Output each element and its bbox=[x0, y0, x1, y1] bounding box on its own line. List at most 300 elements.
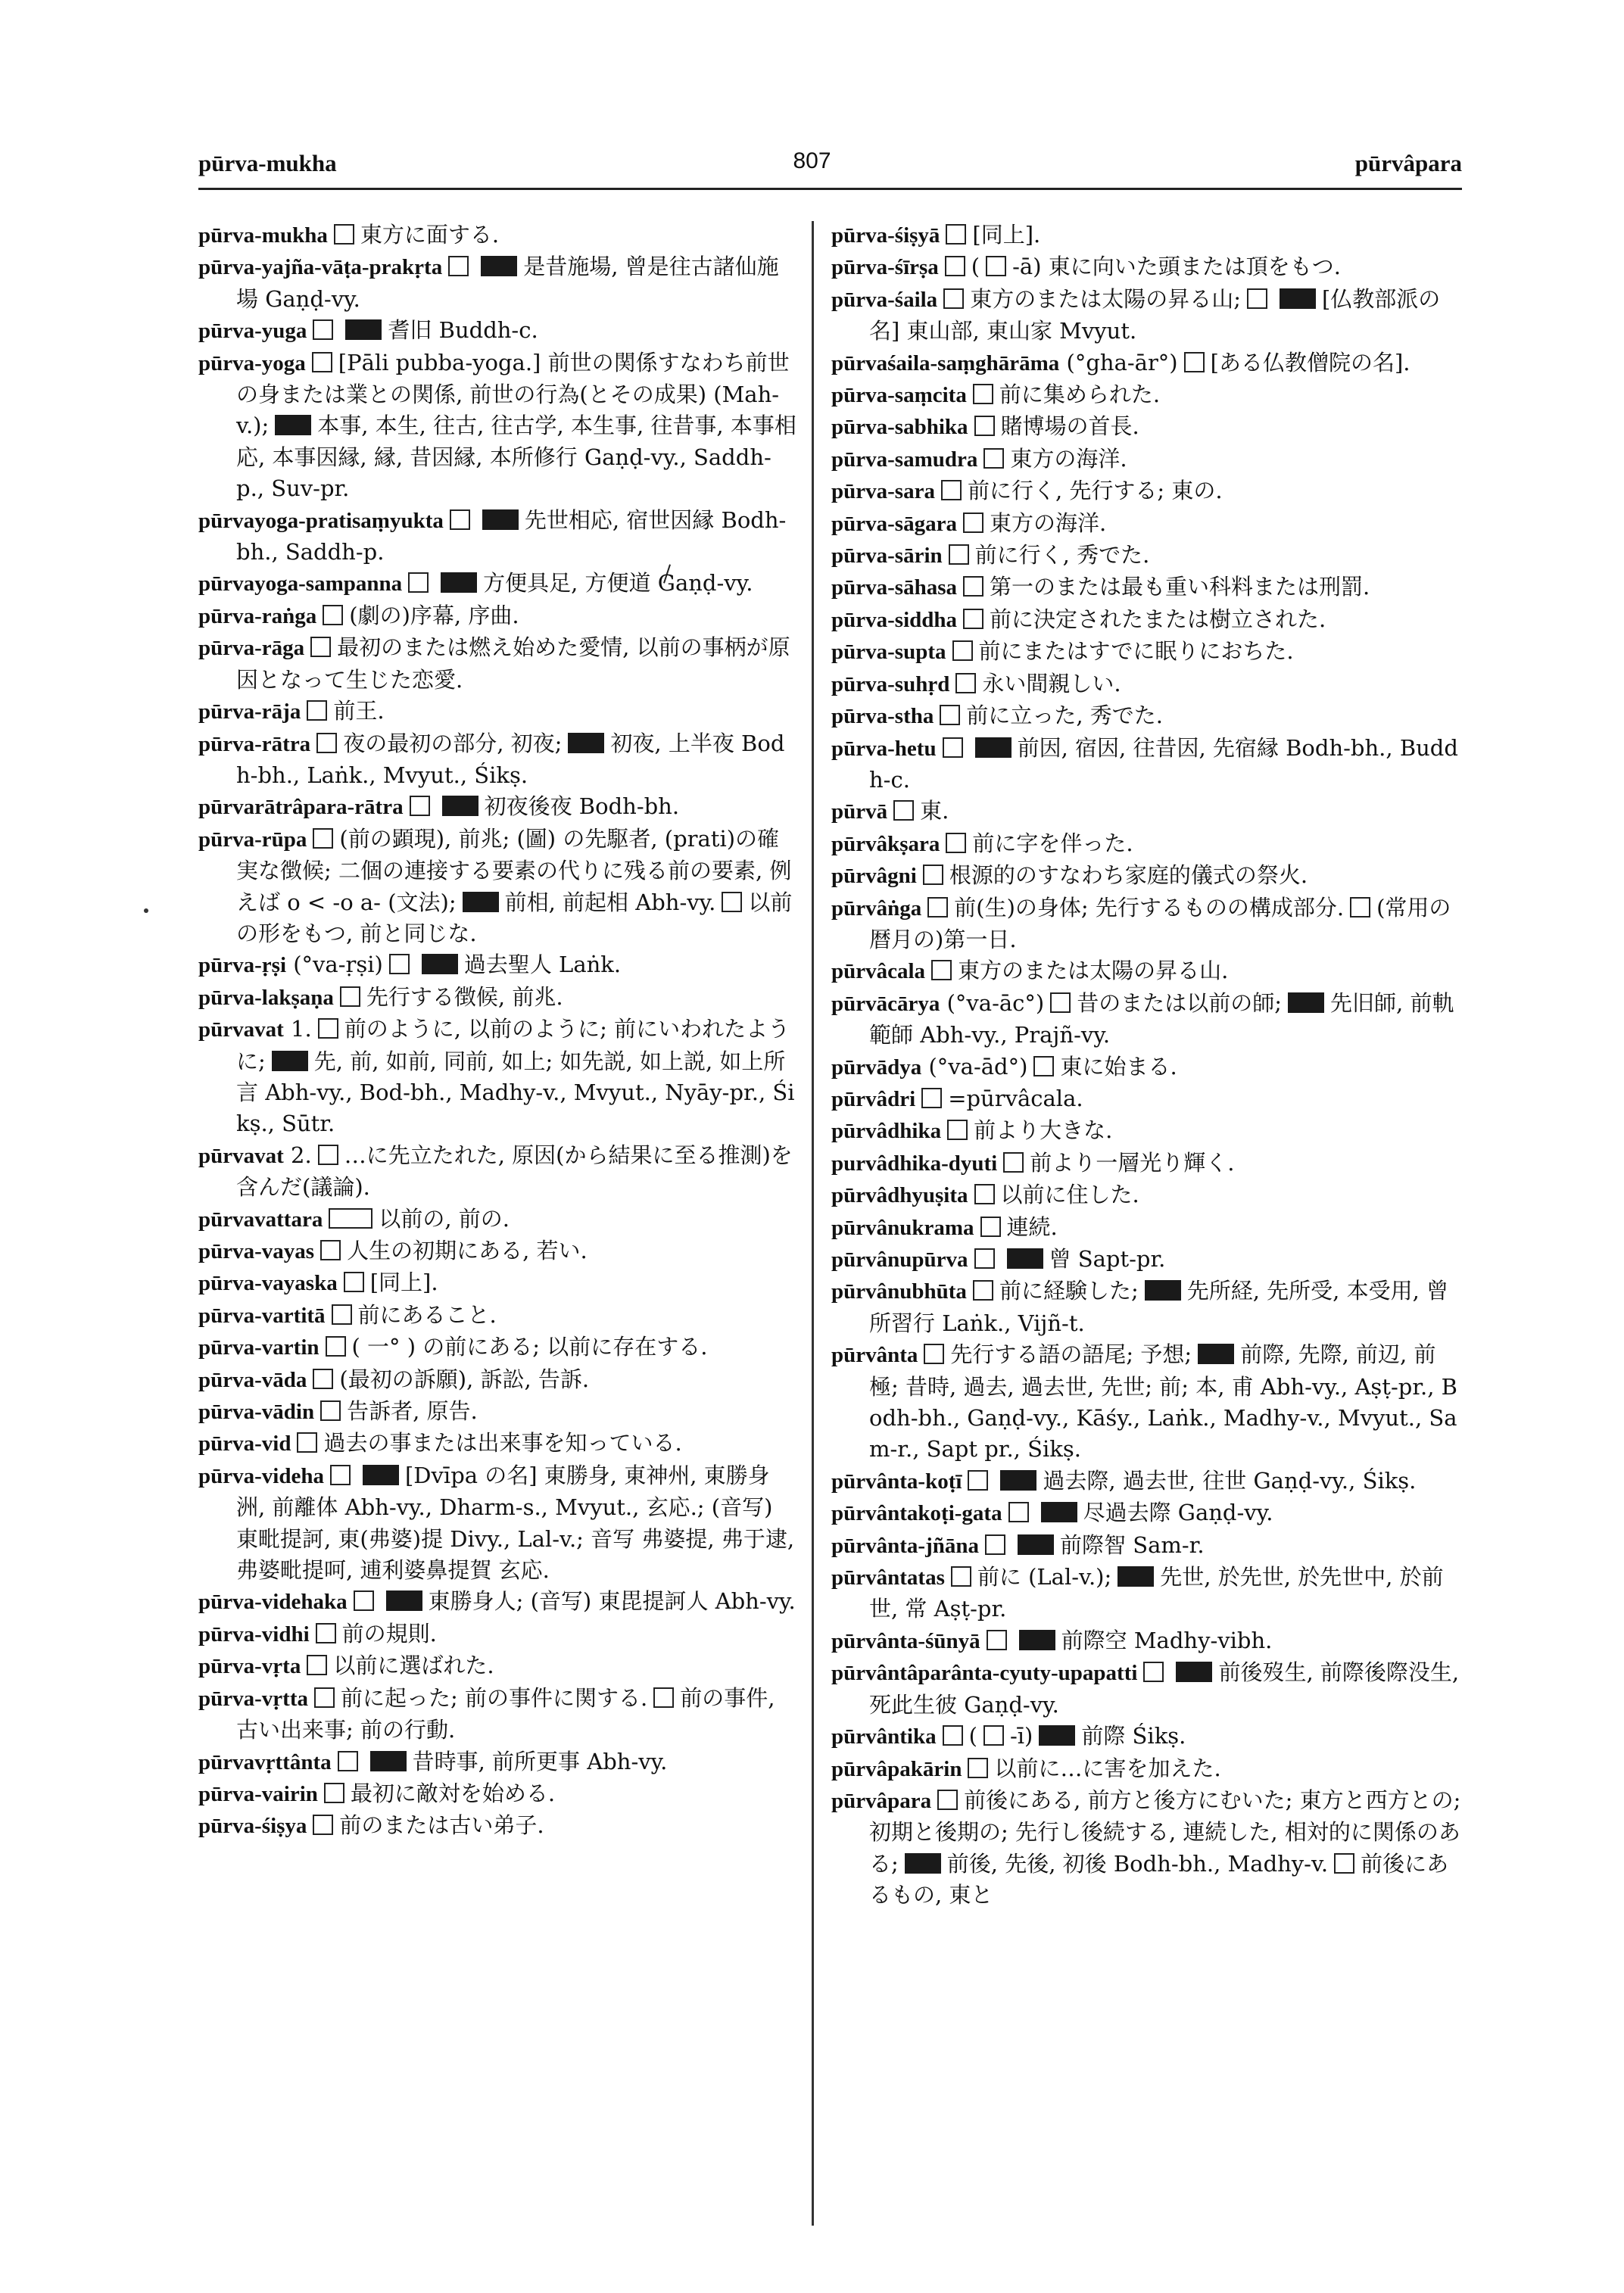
dictionary-entry bbox=[831, 508, 1462, 540]
left-column bbox=[198, 220, 796, 1843]
masculine-mark-icon bbox=[921, 1088, 942, 1108]
headword: pūrvâdri bbox=[831, 1086, 916, 1111]
kanyaku-mark-icon bbox=[1145, 1280, 1181, 1301]
definition-kanyaku: 前相, 前起相 Abh-vy. bbox=[504, 889, 716, 915]
neuter-mark-icon bbox=[927, 897, 948, 918]
definition: (劇の)序幕, 序曲. bbox=[349, 602, 519, 628]
feminine-mark-icon bbox=[968, 1470, 988, 1491]
headword: pūrva-hetu bbox=[831, 736, 937, 761]
kanyaku-mark-icon bbox=[1041, 1502, 1077, 1522]
running-head-right: pūrvâpara bbox=[1354, 150, 1462, 176]
dictionary-entry bbox=[831, 1753, 1462, 1785]
dictionary-entry bbox=[831, 284, 1462, 347]
headword: pūrvâcala bbox=[831, 959, 926, 984]
adjective-mark-icon bbox=[963, 609, 983, 629]
adjective-mark-icon bbox=[320, 1240, 341, 1260]
headword: pūrva-rāga bbox=[198, 636, 305, 661]
masculine-mark-icon bbox=[313, 319, 333, 340]
kanyaku-mark-icon bbox=[1039, 1725, 1075, 1746]
headword: pūrvântakoṭi-gata bbox=[831, 1501, 1002, 1526]
masculine-mark-icon bbox=[307, 700, 327, 721]
kanyaku-mark-icon bbox=[482, 509, 519, 530]
adjective-mark-icon bbox=[1008, 1502, 1029, 1522]
headword: pūrvayoga-sampanna bbox=[198, 572, 403, 597]
masculine-mark-icon bbox=[943, 288, 964, 309]
headword: pūrva-yuga bbox=[198, 319, 307, 344]
masculine-mark-icon bbox=[963, 512, 983, 533]
definition-kanyaku: [仏教部派の名] 東山部, 東山家 Mvyut. bbox=[869, 285, 1441, 344]
dictionary-entry bbox=[831, 220, 1462, 251]
headword: pūrvânubhūta bbox=[831, 1279, 967, 1304]
dictionary-entry bbox=[831, 1051, 1462, 1083]
dictionary-entry bbox=[198, 1364, 796, 1396]
headword: pūrvādya bbox=[831, 1055, 922, 1080]
comparative-mark-icon bbox=[329, 1208, 372, 1229]
headword: pūrva-samudra bbox=[831, 447, 978, 472]
stray-dot bbox=[144, 908, 148, 913]
adjective-mark-icon bbox=[945, 256, 965, 276]
adjective-mark-icon bbox=[943, 1725, 963, 1746]
definition-kanyaku: 先所経, 先所受, 本受用, 曾所習行 Laṅk., Vijñ-t. bbox=[869, 1278, 1449, 1336]
definition-kanyaku: 先旧師, 前軌範師 Abh-vy., Prajñ-vy. bbox=[869, 989, 1454, 1048]
dictionary-entry bbox=[831, 988, 1462, 1051]
definition: =pūrvâcala. bbox=[948, 1085, 1083, 1111]
adjective-mark-icon bbox=[297, 1432, 317, 1453]
definition: 先世相応, 宿世因縁 Bodh-bh., Saddh-p. bbox=[236, 506, 787, 565]
adjective-mark-icon bbox=[448, 256, 469, 276]
masculine-mark-icon bbox=[924, 1344, 944, 1364]
adverb-mark-icon bbox=[318, 1018, 338, 1039]
definition: 前際 Śikṣ. bbox=[1081, 1723, 1186, 1749]
headword: pūrva-yajña-vāṭa-prakṛta bbox=[198, 255, 443, 280]
transcription-label: 音写 bbox=[591, 1525, 635, 1552]
definition: 前より大きな. bbox=[974, 1117, 1113, 1144]
headword: pūrva-vairin bbox=[198, 1781, 318, 1806]
dictionary-entry bbox=[198, 824, 796, 950]
kanyaku-mark-icon bbox=[1280, 288, 1316, 309]
dictionary-entry bbox=[831, 1179, 1462, 1211]
definition: 東勝身人; (音写) 東毘提訶人 Abh-vy. bbox=[428, 1588, 796, 1615]
sense-number: 1. bbox=[291, 1016, 312, 1042]
dictionary-entry bbox=[831, 1466, 1462, 1497]
adjective-mark-icon bbox=[318, 1145, 338, 1165]
feminine-mark-icon bbox=[332, 1304, 352, 1325]
headword: pūrvā bbox=[831, 799, 888, 824]
headword: pūrva-vayas bbox=[198, 1239, 315, 1263]
dictionary-entry bbox=[831, 604, 1462, 636]
masculine-mark-icon bbox=[923, 865, 943, 885]
headword: pūrva-vāda bbox=[198, 1367, 307, 1392]
definition-kanyaku: 前際, 先際, 前辺, 前極; 昔時, 過去, 過去世, 先世; 前; 本, 甫 Abh-vy., Aṣṭ-pr., Bodh-bh., Gaṇḍ-vy., Kāśy., Laṅk., Madhy-v., Mvyut., Sam-r., Sapt pr., Śikṣ. bbox=[869, 1341, 1457, 1463]
adjective-mark-icon bbox=[1033, 1056, 1054, 1076]
definition: 東方に面する. bbox=[360, 222, 500, 248]
feminine-mark-icon bbox=[946, 224, 966, 245]
masculine-mark-icon bbox=[931, 960, 952, 980]
dictionary-entry bbox=[198, 1140, 796, 1204]
dictionary-entry bbox=[831, 1244, 1462, 1276]
dictionary-entry bbox=[831, 860, 1462, 892]
dictionary-entry bbox=[831, 1721, 1462, 1752]
dictionary-entry bbox=[198, 568, 796, 600]
dictionary-entry bbox=[198, 1235, 796, 1267]
dictionary-entry bbox=[831, 1562, 1462, 1625]
headword: pūrva-rūpa bbox=[198, 827, 307, 852]
headword: pūrva-śiṣyā bbox=[831, 223, 940, 248]
definition: 永い間親しい. bbox=[982, 670, 1121, 696]
dictionary-entry bbox=[831, 733, 1462, 796]
adjective-mark-icon bbox=[973, 1280, 993, 1301]
dictionary-entry bbox=[198, 982, 796, 1014]
definition: 前際智 Sam-r. bbox=[1060, 1531, 1205, 1558]
definition: 東. bbox=[920, 798, 949, 824]
kanyaku-mark-icon bbox=[1019, 1630, 1055, 1650]
adjective-mark-icon bbox=[949, 544, 969, 565]
adjective-mark-icon bbox=[973, 384, 993, 404]
dictionary-entry bbox=[198, 1460, 796, 1587]
headword: pūrva-śīrṣa bbox=[831, 255, 939, 280]
feminine-mark-icon bbox=[987, 1630, 1007, 1650]
feminine-ending: -ī) bbox=[1009, 1723, 1033, 1749]
masculine-mark-icon bbox=[316, 1623, 336, 1643]
kanyaku-mark-icon bbox=[1117, 1566, 1154, 1587]
dictionary-entry bbox=[198, 315, 796, 347]
definition: 前後にあるもの, 東と bbox=[869, 1850, 1449, 1908]
headword: pūrva-vṛta bbox=[198, 1654, 301, 1679]
dictionary-entry bbox=[831, 1115, 1462, 1147]
dictionary-entry bbox=[831, 828, 1462, 860]
headword: pūrvânupūrva bbox=[831, 1248, 968, 1272]
adjective-mark-icon bbox=[974, 1184, 995, 1204]
definition: 過去聖人 Laṅk. bbox=[463, 952, 622, 978]
headword: pūrvâṅga bbox=[831, 896, 922, 921]
adjective-mark-icon bbox=[450, 509, 470, 530]
headword: pūrvayoga-pratisaṃyukta bbox=[198, 508, 444, 533]
variant: (°va-ṛṣi) bbox=[293, 952, 383, 978]
adjective-mark-icon bbox=[307, 1655, 327, 1675]
masculine-mark-icon bbox=[312, 352, 332, 372]
adjective-mark-icon bbox=[974, 1248, 995, 1269]
definition: 前に (Lal-v.); bbox=[977, 1564, 1112, 1590]
headword: pūrva-saṃcita bbox=[831, 383, 967, 408]
dictionary-entry bbox=[831, 572, 1462, 603]
dictionary-entry bbox=[198, 1332, 796, 1363]
dictionary-entry bbox=[198, 728, 796, 792]
headword: pūrva-rātra bbox=[198, 731, 311, 756]
definition: 曾 Sapt-pr. bbox=[1049, 1246, 1166, 1272]
definition: 前に立った, 秀でた. bbox=[966, 703, 1164, 729]
dictionary-entry bbox=[831, 1339, 1462, 1466]
definition: 以前の形をもつ, 前と同じな. bbox=[236, 889, 793, 946]
definition: 東方の海洋. bbox=[1010, 445, 1127, 472]
definition: (常用の暦月の)第一日. bbox=[869, 894, 1451, 952]
definition: 前際空 Madhy-vibh. bbox=[1061, 1627, 1273, 1653]
headword: pūrvavattara bbox=[198, 1207, 323, 1232]
variant: (°va-āc°) bbox=[946, 989, 1045, 1016]
definition: 前の規則. bbox=[341, 1620, 437, 1647]
sense-number: 2. bbox=[291, 1142, 312, 1168]
headword: pūrva-videha bbox=[198, 1463, 324, 1488]
headword: pūrvânta bbox=[831, 1343, 918, 1368]
masculine-mark-icon bbox=[983, 448, 1004, 469]
headword: pūrva-mukha bbox=[198, 223, 328, 248]
headword: pūrvânta-koṭī bbox=[831, 1469, 962, 1494]
headword: pūrva-suhṛd bbox=[831, 671, 950, 696]
dictionary-entry bbox=[198, 1428, 796, 1460]
adjective-mark-icon bbox=[940, 705, 960, 725]
definition: 第一のまたは最も重い科料または刑罰. bbox=[990, 574, 1370, 600]
definition: 前の事件, 古い出来事; 前の行動. bbox=[236, 1684, 775, 1743]
definition-kanyaku: 先, 前, 如前, 同前, 如上; 如先説, 如上説, 如上所言 Abh-vy., Bod-bh., Madhy-v., Mvyut., Nyāy-pr., Śikṣ., Sūtr. bbox=[236, 1048, 795, 1137]
headword: pūrva-vartin bbox=[198, 1335, 320, 1360]
dictionary-entry bbox=[198, 1650, 796, 1682]
kanyaku-mark-icon bbox=[441, 572, 477, 593]
headword: pūrvântâparânta-cyuty-upapatti bbox=[831, 1661, 1138, 1686]
dictionary-entry bbox=[831, 1657, 1462, 1721]
adjective-mark-icon bbox=[344, 1272, 364, 1292]
definition: 根源的のすなわち家庭的儀式の祭火. bbox=[949, 862, 1308, 889]
definition: [Dvīpa の名] 東勝身, 東神州, 東勝身洲, 前離体 Abh-vy., Dharm-s., Mvyut., 玄応.; (音写) 東毗提訶, 東(弗婆)提 Divy., Lal-v.; bbox=[236, 1462, 773, 1552]
kanyaku-mark-icon bbox=[905, 1853, 941, 1874]
headword: pūrvâkṣara bbox=[831, 831, 940, 856]
plural-mark-icon bbox=[1247, 288, 1267, 309]
definition: 東方の海洋. bbox=[989, 509, 1107, 536]
dictionary-entry bbox=[198, 505, 796, 569]
kanyaku-mark-icon bbox=[1018, 1534, 1054, 1555]
definition: 前に行く, 先行する; 東の. bbox=[967, 478, 1223, 504]
adjective-mark-icon bbox=[947, 1120, 968, 1140]
headword: pūrva-videhaka bbox=[198, 1590, 348, 1615]
definition: [Pāli pubba-yoga.] 前世の関係すなわち前世の身または業との関係, 前世の行為(とその成果) (Mah-v.); bbox=[236, 349, 790, 439]
dictionary-entry bbox=[831, 1083, 1462, 1115]
right-column bbox=[831, 220, 1462, 1911]
headword: pūrva-vartitā bbox=[198, 1303, 326, 1328]
definition: [同上]. bbox=[972, 222, 1041, 248]
headword: pūrvâpakārin bbox=[831, 1756, 962, 1781]
headword: pūrva-sārin bbox=[831, 544, 943, 569]
headword: pūrvavat bbox=[198, 1143, 284, 1168]
definition: 連続. bbox=[1006, 1213, 1058, 1240]
definition-kanyaku: 初夜, 上半夜 Bodh-bh., Laṅk., Mvyut., Śikṣ. bbox=[236, 730, 785, 788]
adjective-mark-icon bbox=[408, 572, 429, 593]
kanyaku-mark-icon bbox=[1000, 1470, 1036, 1491]
kanyaku-mark-icon bbox=[275, 415, 311, 435]
feminine-mark-icon bbox=[1143, 1662, 1164, 1682]
definition: 尽過去際 Gaṇḍ-vy. bbox=[1083, 1500, 1273, 1526]
definition: 前王. bbox=[333, 698, 385, 724]
definition: 最初に敵対を始める. bbox=[350, 1780, 556, 1806]
dictionary-entry bbox=[198, 347, 796, 505]
masculine-mark-icon bbox=[323, 605, 343, 625]
headword: pūrvântika bbox=[831, 1724, 937, 1749]
definition: 前にあること. bbox=[357, 1301, 497, 1328]
masculine-mark-icon bbox=[330, 1465, 351, 1485]
dictionary-entry bbox=[198, 1586, 796, 1618]
kanyaku-mark-icon bbox=[1007, 1248, 1043, 1269]
headword: pūrva-vidhi bbox=[198, 1622, 310, 1647]
headword: pūrva-stha bbox=[831, 704, 934, 729]
definition: 人生の初期にある, 若い. bbox=[347, 1238, 588, 1263]
neuter-mark-icon bbox=[340, 986, 360, 1007]
dictionary-entry bbox=[831, 1212, 1462, 1244]
kanyaku-mark-icon bbox=[463, 892, 499, 912]
definition: 昔のまたは以前の師; bbox=[1077, 989, 1283, 1016]
definition: 前に経験した; bbox=[999, 1278, 1139, 1304]
headword: pūrva-sāhasa bbox=[831, 575, 957, 600]
dictionary-entry bbox=[831, 347, 1462, 379]
variant: (°va-ād°) bbox=[928, 1053, 1028, 1080]
dictionary-entry bbox=[198, 1300, 796, 1332]
headword: pūrva-sabhika bbox=[831, 415, 968, 440]
dictionary-entry bbox=[831, 1625, 1462, 1657]
definition: …に先立たれた, 原因(から結果に至る推測)を含んだ(議論). bbox=[236, 1142, 793, 1201]
headword: pūrva-rāja bbox=[198, 699, 301, 724]
headword: pūrva-vid bbox=[198, 1432, 291, 1456]
dictionary-entry bbox=[198, 1204, 796, 1235]
headword: pūrva-sara bbox=[831, 479, 935, 504]
dictionary-entry bbox=[831, 1497, 1462, 1529]
headword: pūrvânta-śūnyā bbox=[831, 1628, 980, 1653]
adjective-mark-icon bbox=[354, 1590, 374, 1611]
headword: pūrva-yoga bbox=[198, 350, 306, 375]
definition-kanyaku: 本事, 本生, 往古, 往古学, 本生事, 往昔事, 本事相応, 本事因縁, 縁, 昔因縁, 本所修行 Gaṇḍ-vy., Saddh-p., Suv-pr. bbox=[236, 413, 796, 502]
masculine-mark-icon bbox=[320, 1400, 341, 1421]
dictionary-entry bbox=[198, 1683, 796, 1746]
masculine-mark-icon bbox=[1350, 897, 1370, 918]
paren-open: ( bbox=[971, 254, 980, 280]
adjective-mark-icon bbox=[326, 1336, 346, 1357]
definition: 前因, 宿因, 往昔因, 先宿縁 Bodh-bh., Buddh-c. bbox=[869, 734, 1458, 793]
neuter-mark-icon bbox=[313, 828, 333, 849]
dictionary-entry bbox=[831, 475, 1462, 507]
headword: pūrva-śaila bbox=[831, 287, 938, 312]
headword: pūrva-siddha bbox=[831, 607, 958, 632]
headword: pūrvâpara bbox=[831, 1788, 932, 1813]
headword: pūrvâgni bbox=[831, 864, 917, 889]
dictionary-entry bbox=[198, 1396, 796, 1428]
definition: 前に字を伴った. bbox=[972, 830, 1133, 856]
definition: 前のように, 以前のように; 前にいわれたように; bbox=[236, 1016, 790, 1074]
dictionary-entry bbox=[198, 1014, 796, 1140]
definition: 前にまたはすでに眠りにおちた. bbox=[978, 638, 1294, 665]
masculine-mark-icon bbox=[980, 1217, 1001, 1237]
headword: pūrva-lakṣaṇa bbox=[198, 985, 334, 1010]
definition: 是昔施場, 曾是往古諸仙施場 Gaṇḍ-vy. bbox=[236, 254, 779, 312]
dictionary-entry bbox=[198, 1618, 796, 1650]
masculine-mark-icon bbox=[338, 1751, 358, 1771]
headword: pūrva-śiṣya bbox=[198, 1814, 307, 1839]
definition: 耆旧 Buddh-c. bbox=[388, 317, 538, 344]
dictionary-entry bbox=[831, 1276, 1462, 1339]
dictionary-entry bbox=[831, 251, 1462, 283]
definition: 初夜後夜 Bodh-bh. bbox=[484, 793, 680, 820]
adjective-mark-icon bbox=[955, 673, 976, 693]
dictionary-entry bbox=[831, 796, 1462, 827]
variant: (°gha-ār°) bbox=[1066, 349, 1178, 375]
definition: 前に行く, 秀でた. bbox=[974, 542, 1150, 569]
dictionary-entry bbox=[831, 955, 1462, 987]
dictionary-entry bbox=[831, 379, 1462, 411]
definition: 方便具足, 方便道 Gaṇḍ-vy. bbox=[483, 570, 753, 597]
headword: pūrvânukrama bbox=[831, 1215, 974, 1240]
definition: 昔時事, 前所更事 Abh-vy. bbox=[412, 1748, 668, 1774]
dictionary-entry bbox=[831, 1530, 1462, 1562]
paren-open: ( bbox=[968, 1723, 977, 1749]
definition: 告訴者, 原告. bbox=[347, 1398, 478, 1425]
definition: [ある仏教僧院の名]. bbox=[1210, 349, 1410, 375]
dictionary-entry bbox=[198, 1746, 796, 1778]
feminine-mark-icon bbox=[893, 800, 914, 821]
neuter-mark-icon bbox=[985, 1534, 1005, 1555]
headword: pūrvâdhika bbox=[831, 1119, 942, 1144]
neuter-mark-icon bbox=[1334, 1853, 1354, 1874]
dictionary-entry bbox=[198, 251, 796, 315]
adjective-mark-icon bbox=[937, 1790, 958, 1810]
masculine-mark-icon bbox=[974, 416, 995, 436]
headword: pūrva-sāgara bbox=[831, 511, 957, 536]
definition-kanyaku: 前後, 先後, 初後 Bodh-bh., Madhy-v. bbox=[946, 1850, 1329, 1877]
adverb-mark-icon bbox=[951, 1566, 971, 1587]
masculine-mark-icon bbox=[389, 954, 410, 974]
running-head-left: pūrva-mukha bbox=[198, 150, 337, 176]
masculine-mark-icon bbox=[943, 737, 963, 758]
dictionary-entry bbox=[198, 949, 796, 981]
kanyaku-mark-icon bbox=[272, 1051, 308, 1071]
definition: 先行する徴候, 前兆. bbox=[366, 983, 563, 1010]
definition: 前より一層光り輝く. bbox=[1030, 1149, 1235, 1176]
kanyaku-mark-icon bbox=[386, 1590, 422, 1611]
dictionary-entry bbox=[198, 1267, 796, 1299]
definition: (最初の訴願), 訴訟, 告訴. bbox=[339, 1366, 590, 1392]
definition: 過去際, 過去世, 往世 Gaṇḍ-vy., Śikṣ. bbox=[1043, 1467, 1417, 1494]
kanyaku-mark-icon bbox=[422, 954, 458, 974]
definition: 東方のまたは太陽の昇る山. bbox=[958, 958, 1229, 984]
headword: pūrvaśaila-saṃghārāma bbox=[831, 350, 1060, 375]
headword: pūrvācārya bbox=[831, 991, 940, 1016]
definition: 以前に選ばれた. bbox=[333, 1653, 494, 1679]
dictionary-entry bbox=[198, 791, 796, 823]
kanyaku-mark-icon bbox=[1288, 992, 1324, 1013]
definition: 前に起った; 前の事件に関する. bbox=[340, 1684, 648, 1711]
definition: ( 一° ) の前にある; 以前に存在する. bbox=[351, 1334, 708, 1360]
dictionary-entry bbox=[198, 1778, 796, 1810]
masculine-mark-icon bbox=[1050, 992, 1071, 1013]
definition: 過去の事または出来事を知っている. bbox=[323, 1430, 682, 1456]
kanyaku-mark-icon bbox=[345, 319, 382, 340]
dictionary-entry bbox=[831, 1148, 1462, 1179]
headword: pūrvânta-jñāna bbox=[831, 1533, 979, 1558]
kanyaku-mark-icon bbox=[370, 1751, 407, 1771]
feminine-mark-icon bbox=[983, 1725, 1004, 1746]
dictionary-entry bbox=[198, 632, 796, 696]
definition-kanyaku: 先世, 於先世, 於先世中, 於前世, 常 Aṣṭ-pr. bbox=[869, 1564, 1444, 1622]
definition: 前に集められた. bbox=[999, 382, 1161, 408]
adjective-mark-icon bbox=[952, 640, 973, 661]
headword: pūrvavṛttânta bbox=[198, 1749, 332, 1774]
definition: 先行する語の語尾; 予想; bbox=[950, 1341, 1192, 1368]
definition: 前後にある, 前方と後方にむいた; 東方と西方との; 初期と後期の; 先行し後続する, 連続した, 相対的に関係のある; bbox=[869, 1787, 1461, 1877]
neuter-mark-icon bbox=[963, 576, 983, 597]
headword: purvâdhika-dyuti bbox=[831, 1151, 998, 1176]
adjective-mark-icon bbox=[324, 1783, 344, 1803]
kanyaku-mark-icon bbox=[1198, 1344, 1234, 1364]
definition: 以前に住した. bbox=[1000, 1182, 1139, 1208]
definition: 最初のまたは燃え始めた愛情, 以前の事柄が原因となって生じた恋愛. bbox=[236, 634, 790, 693]
adjective-mark-icon bbox=[1003, 1152, 1024, 1173]
kanyaku-mark-icon bbox=[442, 796, 478, 816]
adjective-mark-icon bbox=[722, 892, 742, 912]
kanyaku-mark-icon bbox=[363, 1465, 399, 1485]
headword: pūrva-raṅga bbox=[198, 603, 317, 628]
